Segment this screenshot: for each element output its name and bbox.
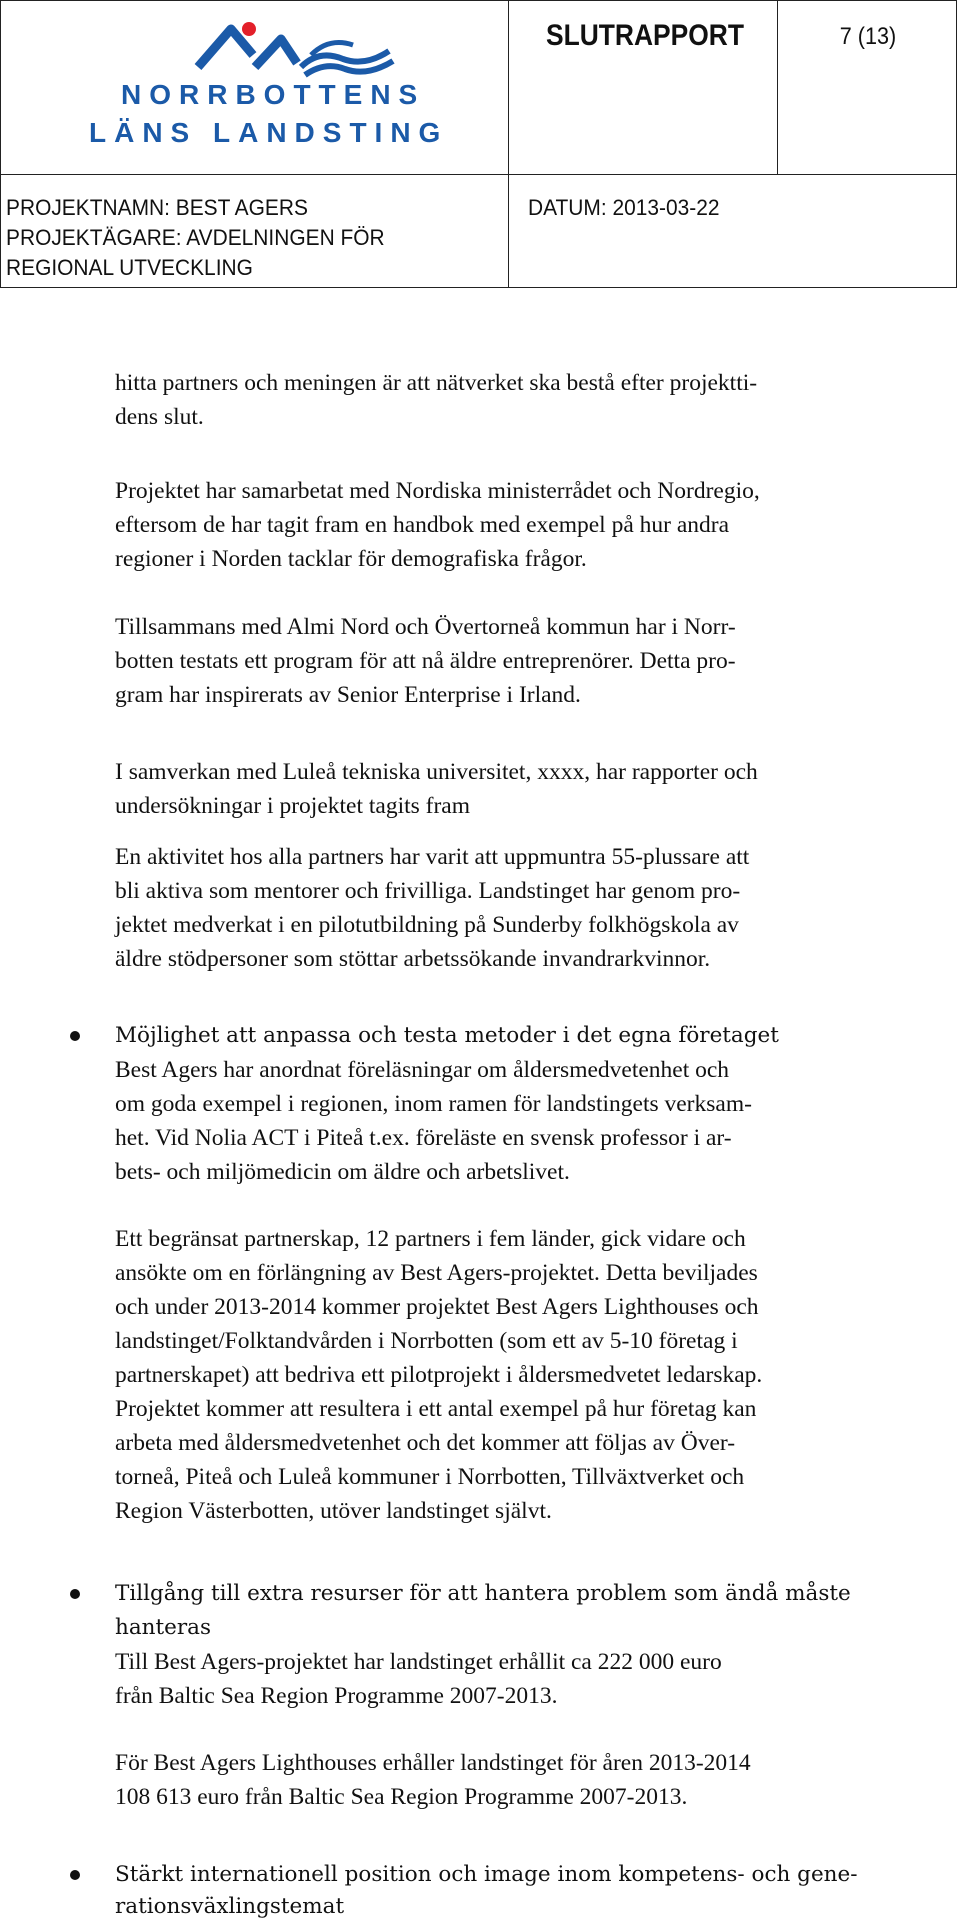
logo-name-line2: LÄNS LANDSTING — [89, 117, 449, 148]
document-title: SLUTRAPPORT — [546, 19, 744, 52]
project-owner: PROJEKTÄGARE: AVDELNINGEN FÖR — [6, 225, 385, 250]
bullet-icon — [70, 1031, 80, 1041]
paragraph-line: eftersom de har tagit fram en handbok med exempel på hur andra — [115, 512, 730, 538]
page-number: 7 (13) — [839, 23, 897, 50]
paragraph-line: Tillsammans med Almi Nord och Övertorneå kommun har i Norr- — [115, 614, 736, 640]
paragraph-line: Ett begränsat partnerskap, 12 partners i fem länder, gick vidare och — [115, 1226, 746, 1252]
paragraph-line: ansökte om en förlängning av Best Agers-projektet. Detta beviljades — [115, 1260, 758, 1286]
paragraph-line: hitta partners och meningen är att nätverket ska bestå efter projektti- — [115, 370, 758, 396]
organization-logo — [1, 1, 508, 174]
project-name: PROJEKTNAMN: BEST AGERS — [6, 195, 308, 220]
project-info — [6, 193, 471, 283]
paragraph-line: från Baltic Sea Region Programme 2007-2013. — [115, 1683, 558, 1709]
logo-mark-icon — [193, 19, 433, 79]
paragraph-line: dens slut. — [115, 404, 204, 430]
document-date: DATUM: 2013-03-22 — [528, 195, 720, 220]
header-divider — [1, 174, 956, 175]
paragraph-line: landstinget/Folktandvården i Norrbotten (som ett av 5-10 företag i — [115, 1328, 738, 1354]
header-divider — [508, 1, 509, 287]
paragraph-line: undersökningar i projektet tagits fram — [115, 793, 471, 819]
paragraph-line: om goda exempel i regionen, inom ramen för landstingets verksam- — [115, 1091, 752, 1117]
paragraph-line: bli aktiva som mentorer och frivilliga. Landstinget har genom pro- — [115, 878, 741, 904]
paragraph-line: torneå, Piteå och Luleå kommuner i Norrbotten, Tillväxtverket och — [115, 1464, 745, 1490]
bullet-icon — [70, 1589, 80, 1599]
bullet-heading: Stärkt internationell position och image inom kompetens- och gene- — [115, 1862, 858, 1887]
paragraph-line: Region Västerbotten, utöver landstinget självt. — [115, 1498, 552, 1524]
paragraph-line: Projektet kommer att resultera i ett antal exempel på hur företag kan — [115, 1396, 757, 1422]
paragraph-line: botten testats ett program för att nå äldre entreprenörer. Detta pro- — [115, 648, 736, 674]
paragraph-line: En aktivitet hos alla partners har varit att uppmuntra 55-plussare att — [115, 844, 750, 870]
paragraph-line: jektet medverkat i en pilotutbildning på Sunderby folkhögskola av — [115, 912, 739, 938]
paragraph-line: För Best Agers Lighthouses erhåller landstinget för åren 2013-2014 — [115, 1750, 751, 1776]
paragraph-line: 108 613 euro från Baltic Sea Region Programme 2007-2013. — [115, 1784, 688, 1810]
paragraph-line: partnerskapet) att bedriva ett pilotprojekt i åldersmedvetet ledarskap. — [115, 1362, 763, 1388]
logo-name-line1: NORRBOTTENS — [121, 79, 426, 110]
paragraph-line: äldre stödpersoner som stöttar arbetssökande invandrarkvinnor. — [115, 946, 711, 972]
paragraph-line: regioner i Norden tacklar för demografiska frågor. — [115, 546, 587, 572]
paragraph-line: I samverkan med Luleå tekniska universitet, xxxx, har rapporter och — [115, 759, 758, 785]
document-header — [0, 0, 957, 288]
paragraph-line: och under 2013-2014 kommer projektet Best Agers Lighthouses och — [115, 1294, 759, 1320]
paragraph-line: Projektet har samarbetat med Nordiska ministerrådet och Nordregio, — [115, 478, 760, 504]
paragraph-line: gram har inspirerats av Senior Enterprise i Irland. — [115, 682, 581, 708]
paragraph-line: bets- och miljömedicin om äldre och arbetslivet. — [115, 1159, 570, 1185]
bullet-heading-cont: rationsväxlingstemat — [115, 1894, 345, 1919]
bullet-heading: Möjlighet att anpassa och testa metoder i det egna företaget — [115, 1023, 779, 1048]
bullet-heading: Tillgång till extra resurser för att hantera problem som ändå måste — [115, 1581, 851, 1606]
header-divider — [777, 1, 778, 174]
paragraph-line: het. Vid Nolia ACT i Piteå t.ex. föreläste en svensk professor i ar- — [115, 1125, 732, 1151]
bullet-heading-cont: hanteras — [115, 1615, 212, 1640]
paragraph-line: Best Agers har anordnat föreläsningar om åldersmedvetenhet och — [115, 1057, 730, 1083]
paragraph-line: arbeta med åldersmedvetenhet och det kommer att följas av Över- — [115, 1430, 736, 1456]
project-owner-cont: REGIONAL UTVECKLING — [6, 255, 253, 280]
bullet-icon — [70, 1870, 80, 1880]
paragraph-line: Till Best Agers-projektet har landstinget erhållit ca 222 000 euro — [115, 1649, 722, 1675]
